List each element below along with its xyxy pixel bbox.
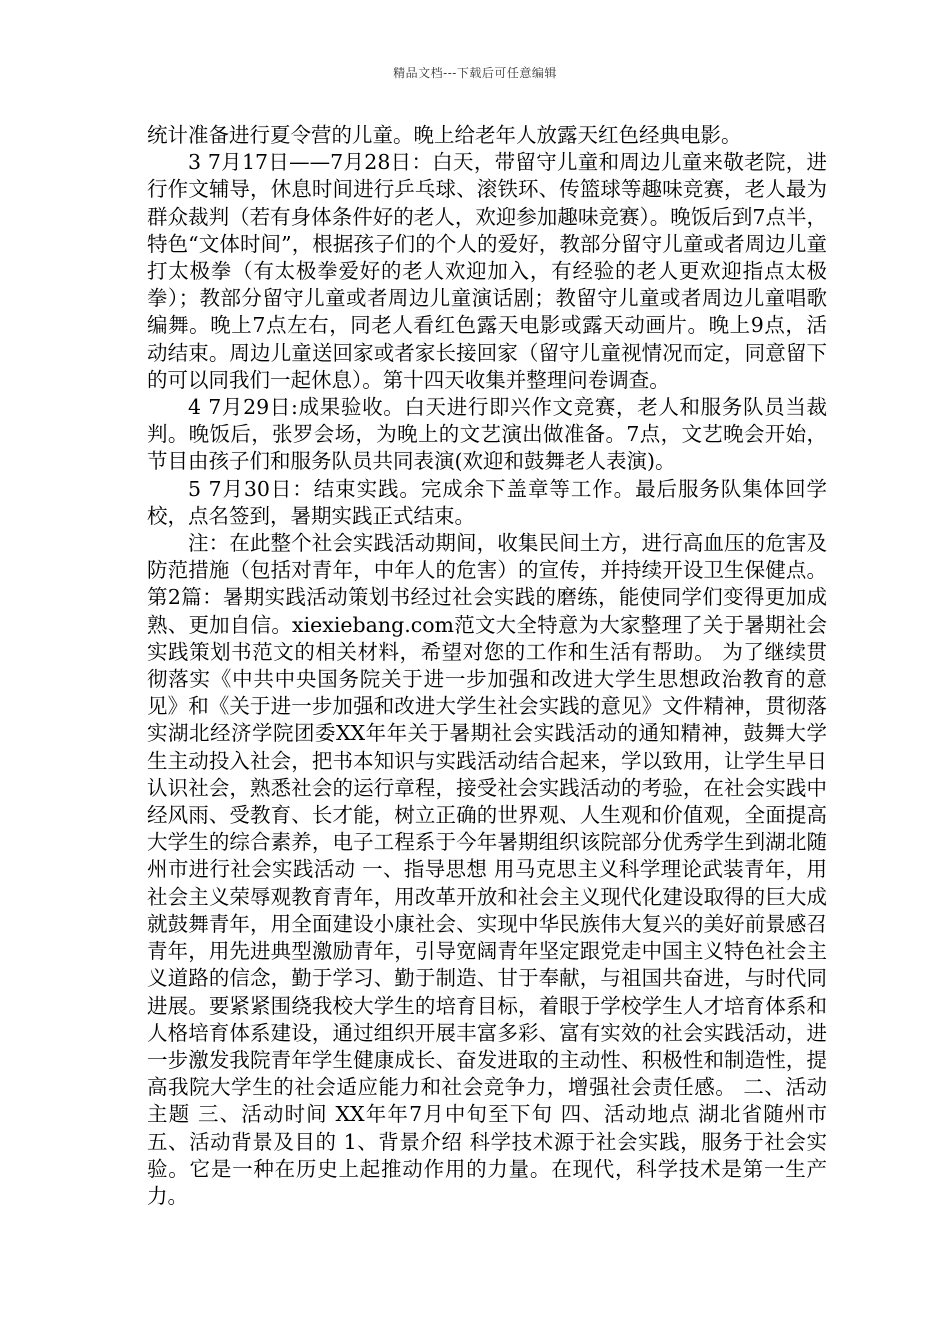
document-body xyxy=(147,122,827,1210)
paragraph-item-3: 3 7月17日——7月28日：白天，带留守儿童和周边儿童来敬老院，进行作文辅导，休息时间进行乒乓球、滚铁环、传篮球等趣味竞赛，老人最为群众裁判（若有身体条件好的老人，欢迎参加趣味竞赛）。晚饭后到7点半，特色“文体时间”，根据孩子们的个人的爱好，教部分留守儿童或者周边儿童打太极拳（有太极拳爱好的老人欢迎加入，有经验的老人更欢迎指点太极拳）；教部分留守儿童或者周边儿童演话剧；教留守儿童或者周边儿童唱歌编舞。晚上7点左右，同老人看红色露天电影或露天动画片。晚上9点，活动结束。周边儿童送回家或者家长接回家（留守儿童视情况而定，同意留下的可以同我们一起休息）。第十四天收集并整理问卷调查。 xyxy=(147,150,827,392)
page-header: 精品文档---下载后可任意编辑 xyxy=(393,66,557,80)
paragraph-note: 注：在此整个社会实践活动期间，收集民间土方，进行高血压的危害及防范措施（包括对青年，中年人的危害）的宣传，并持续开设卫生保健点。第2篇：暑期实践活动策划书经过社会实践的磨练，能使同学们变得更加成熟、更加自信。xiexiebang.com范文大全特意为大家整理了关于暑期社会实践策划书范文的相关材料，希望对您的工作和生活有帮助。 为了继续贯彻落实《中共中央国务院关于进一步加强和改进大学生思想政治教育的意见》和《关于进一步加强和改进大学生社会实践的意见》文件精神，贯彻落实湖北经济学院团委XX年年关于暑期社会实践活动的通知精神，鼓舞大学生主动投入社会，把书本知识与实践活动结合起来，学以致用，让学生早日认识社会，熟悉社会的运行章程，接受社会实践活动的考验，在社会实践中经风雨、受教育、长才能，树立正确的世界观、人生观和价值观，全面提高大学生的综合素养，电子工程系于今年暑期组织该院部分优秀学生到湖北随州市进行社会实践活动 一、指导思想 用马克思主义科学理论武装青年，用社会主义荣辱观教育青年，用改革开放和社会主义现代化建设取得的巨大成就鼓舞青年，用全面建设小康社会、实现中华民族伟大复兴的美好前景感召青年，用先进典型激励青年，引导宽阔青年坚定跟党走中国主义特色社会主义道路的信念，勤于学习、勤于制造、甘于奉献，与祖国共奋进，与时代同进展。要紧紧围绕我校大学生的培育目标，着眼于学校学生人才培育体系和人格培育体系建设，通过组织开展丰富多彩、富有实效的社会实践活动，进一步激发我院青年学生健康成长、奋发进取的主动性、积极性和制造性，提高我院大学生的社会适应能力和社会竞争力，增强社会责任感。 二、活动主题 三、活动时间 XX年年7月中旬至下旬 四、活动地点 湖北省随州市 五、活动背景及目的 1、背景介绍 科学技术源于社会实践，服务于社会实验。它是一种在历史上起推动作用的力量。在现代，科学技术是第一生产力。 xyxy=(147,531,827,1208)
paragraph-item-5: 5 7月30日：结束实践。完成余下盖章等工作。最后服务队集体回学校，点名签到，暑期实践正式结束。 xyxy=(147,476,827,528)
paragraph-continuation: 统计准备进行夏令营的儿童。晚上给老年人放露天红色经典电影。 xyxy=(147,123,742,147)
paragraph-item-4: 4 7月29日:成果验收。白天进行即兴作文竞赛，老人和服务队员当裁判。晚饭后，张罗会场，为晚上的文艺演出做准备。7点，文艺晚会开始，节目由孩子们和服务队员共同表演(欢迎和鼓舞老人表演)。 xyxy=(147,395,827,474)
